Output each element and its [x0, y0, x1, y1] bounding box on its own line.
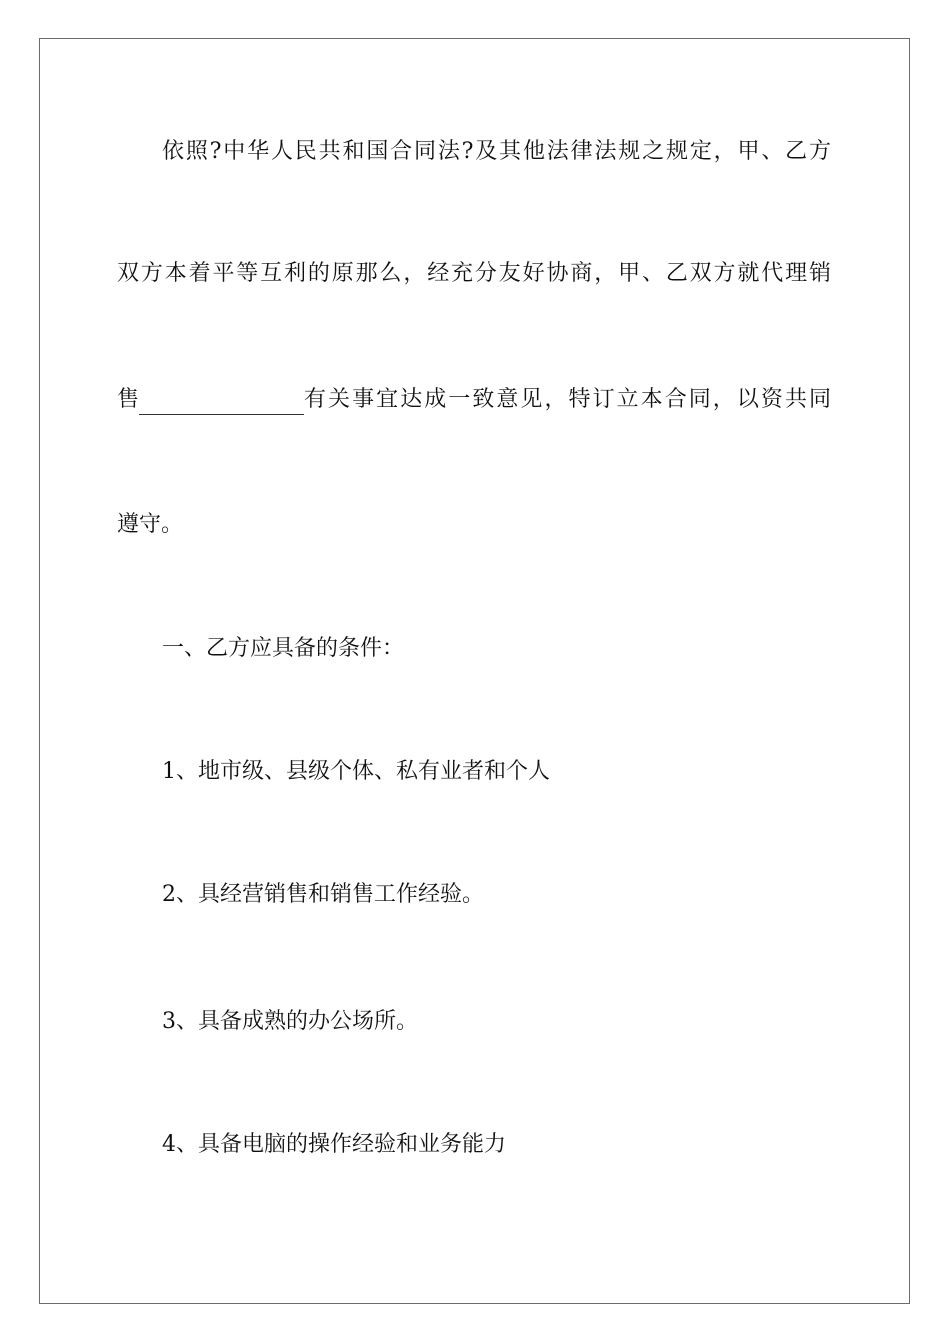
condition-item-1: 1、地市级、县级个体、私有业者和个人	[162, 759, 550, 784]
paragraph-line-2: 双方本着平等互利的原那么，经充分友好协商，甲、乙双方就代理销	[117, 261, 831, 286]
page-border	[39, 38, 910, 1304]
paragraph-line-4: 遵守。	[117, 512, 184, 537]
section-heading: 一、乙方应具备的条件：	[162, 636, 405, 661]
condition-item-4: 4、具备电脑的操作经验和业务能力	[162, 1132, 506, 1157]
paragraph-line-3-start: 售	[117, 387, 140, 412]
fill-in-blank	[139, 392, 304, 415]
paragraph-line-3-end: 有关事宜达成一致意见，特订立本合同，以资共同	[304, 387, 831, 412]
condition-item-3: 3、具备成熟的办公场所。	[162, 1009, 418, 1034]
condition-item-2: 2、具经营销售和销售工作经验。	[162, 882, 484, 907]
paragraph-line-3	[117, 385, 831, 415]
paragraph-line-1: 依照?中华人民共和国合同法?及其他法律法规之规定，甲、乙方	[162, 139, 831, 164]
